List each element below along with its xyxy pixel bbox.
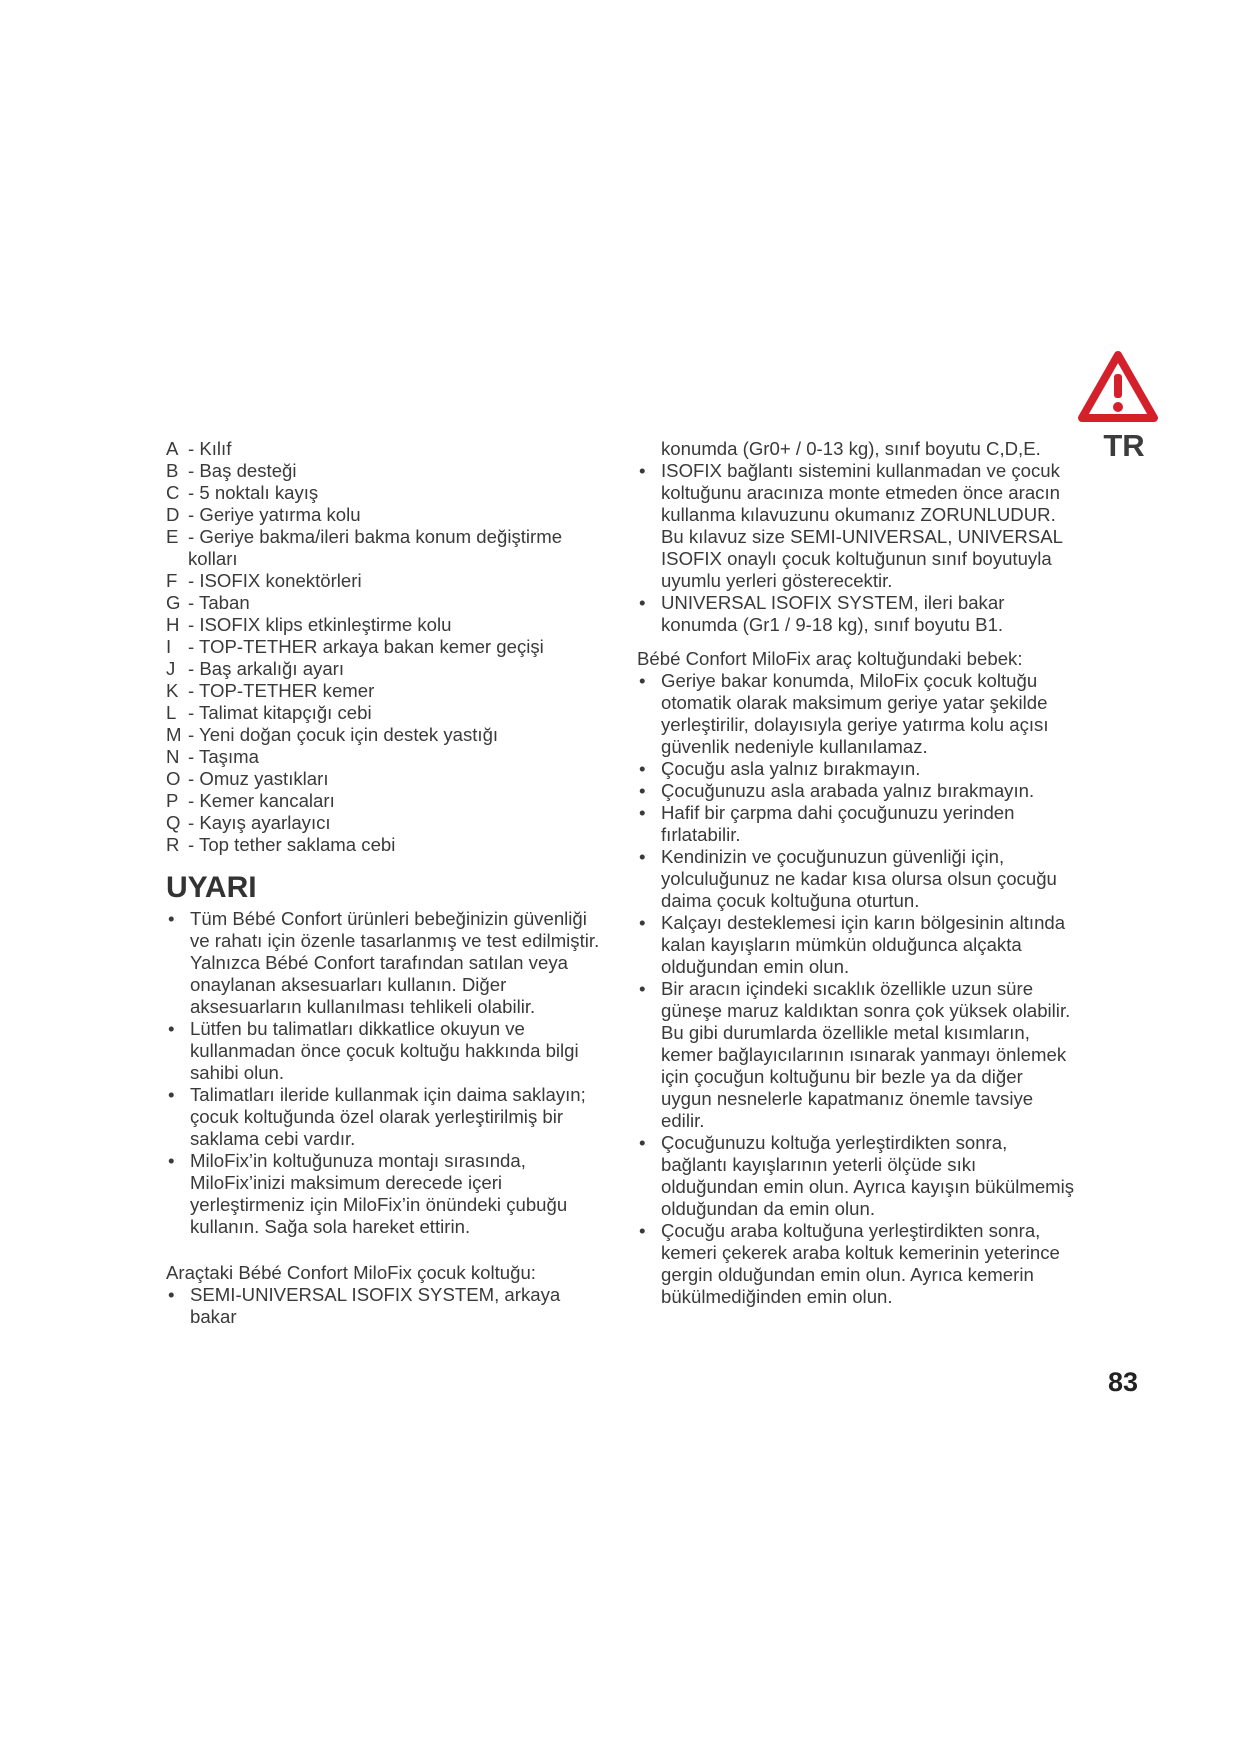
- part-item: [166, 438, 606, 460]
- vehicle-seat-item: • UNIVERSAL ISOFIX SYSTEM, ileri bakar konumda (Gr1 / 9-18 kg), sınıf boyutu B1.: [637, 592, 1077, 636]
- warning-triangle-icon: [1078, 350, 1158, 424]
- part-label: - Omuz yastıkları: [188, 768, 329, 789]
- part-item: [166, 570, 606, 592]
- parts-list: [166, 438, 606, 856]
- part-key: M: [166, 724, 182, 745]
- baby-item: • Geriye bakar konumda, MiloFix çocuk koltuğu otomatik olarak maksimum geriye yatar şekilde yerleştirilir, dolayısıyla geriye yatırma kolu açısı güvenlik nedeniyle kullanılamaz.: [637, 670, 1077, 758]
- part-key: N: [166, 746, 180, 767]
- left-column: [166, 438, 606, 1328]
- part-item: [166, 790, 606, 812]
- part-label: - Kılıf: [188, 438, 232, 459]
- part-key: Q: [166, 812, 181, 833]
- part-item: [166, 768, 606, 790]
- part-label: - Baş desteği: [188, 460, 297, 481]
- part-item: [166, 460, 606, 482]
- part-item: [166, 834, 606, 856]
- baby-list: [637, 670, 1077, 1308]
- page-number: 83: [1108, 1367, 1139, 1397]
- part-item: [166, 526, 606, 570]
- vehicle-seat-item-continued: konumda (Gr0+ / 0-13 kg), sınıf boyutu C,D,E.: [661, 438, 1041, 459]
- part-item: [166, 702, 606, 724]
- warning-heading: UYARI: [166, 871, 257, 904]
- right-column: [637, 438, 1077, 1308]
- warning-item: • Talimatları ileride kullanmak için daima saklayın; çocuk koltuğunda özel olarak yerleştirilmiş bir saklama cebi vardır.: [166, 1084, 606, 1150]
- vehicle-seat-list: [637, 460, 1077, 636]
- part-item: [166, 812, 606, 834]
- vehicle-seat-item: • ISOFIX bağlantı sistemini kullanmadan ve çocuk koltuğunu aracınıza monte etmeden önce aracın kullanma kılavuzunu okumanız ZORUNLUDUR. Bu kılavuz size SEMI-UNIVERSAL, UNIVERSAL ISOFIX onaylı çocuk koltuğunun sınıf boyutuyla uyumlu yerleri gösterecektir.: [637, 460, 1077, 592]
- warning-item: • Tüm Bébé Confort ürünleri bebeğinizin güvenliği ve rahatı için özenle tasarlanmış ve test edilmiştir. Yalnızca Bébé Confort tarafından satılan veya onaylanan aksesuarları kullanın. Diğer aksesuarların kullanılması tehlikeli olabilir.: [166, 908, 606, 1018]
- part-key: B: [166, 460, 179, 481]
- part-key: C: [166, 482, 180, 503]
- part-item: [166, 592, 606, 614]
- part-label: - Talimat kitapçığı cebi: [188, 702, 372, 723]
- part-key: L: [166, 702, 177, 723]
- baby-item: • Bir aracın içindeki sıcaklık özellikle uzun süre güneşe maruz kaldıktan sonra çok yüksek olabilir. Bu gibi durumlarda özellikle metal kısımların, kemer bağlayıcılarının ısınarak yanmayı önlemek için çocuğun koltuğunu bir bezle ya da diğer uygun nesnelerle kapatmanız önemle tavsiye edilir.: [637, 978, 1077, 1132]
- part-label: - Top tether saklama cebi: [188, 834, 396, 855]
- part-key: F: [166, 570, 178, 591]
- part-label: - ISOFIX konektörleri: [188, 570, 362, 591]
- part-item: [166, 636, 606, 658]
- part-key: D: [166, 504, 180, 525]
- vehicle-seat-list-start: [166, 1284, 606, 1328]
- part-key: I: [166, 636, 172, 657]
- vehicle-seat-item: • SEMI-UNIVERSAL ISOFIX SYSTEM, arkaya bakar: [166, 1284, 606, 1328]
- vehicle-seat-intro: Araçtaki Bébé Confort MiloFix çocuk koltuğu:: [166, 1262, 536, 1283]
- part-label: - Kemer kancaları: [188, 790, 335, 811]
- baby-item: • Çocuğu asla yalnız bırakmayın.: [637, 758, 1077, 780]
- part-label: - Baş arkalığı ayarı: [188, 658, 345, 679]
- part-label: - Kayış ayarlayıcı: [188, 812, 331, 833]
- baby-item: • Kendinizin ve çocuğunuzun güvenliği için, yolculuğunuz ne kadar kısa olursa olsun çocuğu daima çocuk koltuğuna oturtun.: [637, 846, 1077, 912]
- part-label: - TOP-TETHER arkaya bakan kemer geçişi: [188, 636, 544, 657]
- part-key: R: [166, 834, 180, 855]
- warning-list: [166, 908, 606, 1238]
- part-key: O: [166, 768, 181, 789]
- baby-item: • Çocuğunuzu koltuğa yerleştirdikten sonra, bağlantı kayışlarının yeterli ölçüde sıkı olduğundan emin olun. Ayrıca kayışın bükülmemiş olduğundan da emin olun.: [637, 1132, 1077, 1220]
- part-item: [166, 614, 606, 636]
- part-label: - Geriye bakma/ileri bakma konum değiştirme kolları: [188, 526, 563, 569]
- part-item: [166, 680, 606, 702]
- part-item: [166, 658, 606, 680]
- part-key: A: [166, 438, 179, 459]
- part-label: - TOP-TETHER kemer: [188, 680, 375, 701]
- baby-item: • Çocuğu araba koltuğuna yerleştirdikten sonra, kemeri çekerek araba koltuk kemerinin yeterince gergin olduğundan emin olun. Ayrıca kemerin bükülmediğinden emin olun.: [637, 1220, 1077, 1308]
- part-key: E: [166, 526, 179, 547]
- warning-item: • Lütfen bu talimatları dikkatlice okuyun ve kullanmadan önce çocuk koltuğu hakkında bilgi sahibi olun.: [166, 1018, 606, 1084]
- part-label: - Yeni doğan çocuk için destek yastığı: [188, 724, 499, 745]
- part-key: J: [166, 658, 176, 679]
- baby-item: • Çocuğunuzu asla arabada yalnız bırakmayın.: [637, 780, 1077, 802]
- part-label: - Taşıma: [188, 746, 259, 767]
- part-item: [166, 724, 606, 746]
- baby-item: • Hafif bir çarpma dahi çocuğunuzu yerinden fırlatabilir.: [637, 802, 1077, 846]
- part-item: [166, 504, 606, 526]
- baby-intro: Bébé Confort MiloFix araç koltuğundaki bebek:: [637, 648, 1023, 669]
- language-label: TR: [1103, 428, 1145, 463]
- baby-item: • Kalçayı desteklemesi için karın bölgesinin altında kalan kayışların mümkün olduğunca alçakta olduğundan emin olun.: [637, 912, 1077, 978]
- part-label: - 5 noktalı kayış: [188, 482, 319, 503]
- part-label: - ISOFIX klips etkinleştirme kolu: [188, 614, 452, 635]
- part-label: - Taban: [188, 592, 250, 613]
- part-item: [166, 746, 606, 768]
- part-label: - Geriye yatırma kolu: [188, 504, 361, 525]
- part-key: H: [166, 614, 180, 635]
- part-item: [166, 482, 606, 504]
- warning-item: • MiloFix’in koltuğunuza montajı sırasında, MiloFix’inizi maksimum derecede içeri yerleştirmeniz için MiloFix’in önündeki çubuğu kullanın. Sağa sola hareket ettirin.: [166, 1150, 606, 1238]
- part-key: K: [166, 680, 179, 701]
- part-key: P: [166, 790, 179, 811]
- part-key: G: [166, 592, 181, 613]
